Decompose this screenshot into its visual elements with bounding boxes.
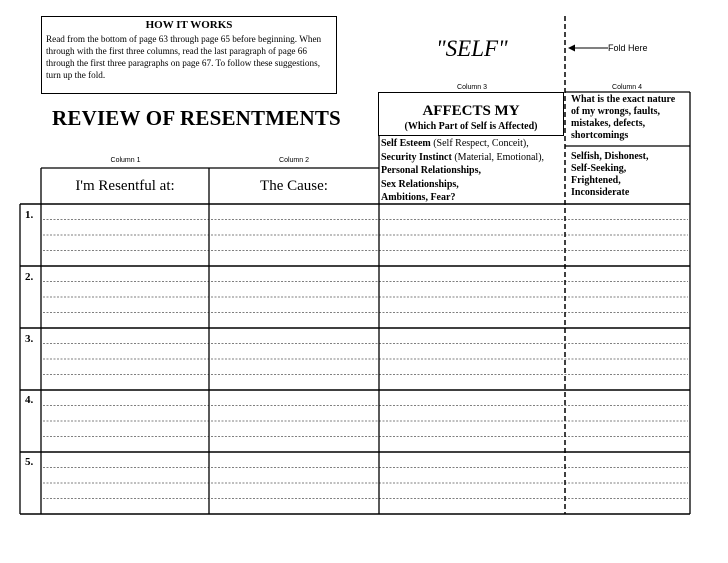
column-1-label: Column 1 [110, 157, 141, 164]
column-4-example: Frightened, [571, 175, 621, 186]
entry-cell-col2[interactable] [210, 205, 378, 265]
entry-cell-col2[interactable] [210, 453, 378, 513]
entry-cell-col4[interactable] [566, 453, 689, 513]
entry-cell-col4[interactable] [566, 329, 689, 389]
column-4-header-line: shortcomings [571, 130, 629, 141]
column-4-header-line: of my wrongs, faults, [571, 106, 660, 117]
row-number: 4. [25, 394, 34, 406]
entry-cell-col3[interactable] [380, 453, 564, 513]
column-4-header-line: What is the exact nature [571, 94, 676, 105]
entry-cell-col1[interactable] [42, 267, 208, 327]
column-3-item: Self Esteem (Self Respect, Conceit), [381, 138, 529, 149]
entry-cell-col2[interactable] [210, 329, 378, 389]
column-2-label: Column 2 [279, 157, 309, 164]
column-4-example: Self-Seeking, [571, 163, 627, 174]
column-3-header-subtitle: (Which Part of Self is Affected) [404, 121, 538, 132]
entry-cell-col2[interactable] [210, 391, 378, 451]
self-heading: "SELF" [436, 36, 508, 61]
entry-cell-col4[interactable] [566, 205, 689, 265]
entry-cell-col4[interactable] [566, 267, 689, 327]
entry-cell-col4[interactable] [566, 391, 689, 451]
entry-cell-col2[interactable] [210, 267, 378, 327]
page-title: REVIEW OF RESENTMENTS [52, 106, 341, 130]
column-4-label: Column 4 [612, 84, 642, 91]
column-3-item: Security Instinct (Material, Emotional), [381, 151, 545, 163]
entry-cell-col1[interactable] [42, 329, 208, 389]
row-number: 1. [25, 209, 34, 221]
row-number: 5. [25, 456, 34, 468]
fold-here-label: Fold Here [608, 43, 648, 53]
entry-cell-col1[interactable] [42, 453, 208, 513]
column-3-item: Sex Relationships, [381, 178, 459, 190]
column-3-item: Personal Relationships, [381, 165, 482, 176]
entry-cell-col3[interactable] [380, 267, 564, 327]
column-4-example: Inconsiderate [571, 187, 630, 198]
entry-cell-col1[interactable] [42, 391, 208, 451]
row-number: 3. [25, 333, 34, 345]
column-3-label: Column 3 [457, 84, 487, 91]
column-4-header-line: mistakes, defects, [571, 118, 646, 129]
row-number: 2. [25, 271, 34, 283]
entry-cell-col3[interactable] [380, 391, 564, 451]
entry-cell-col1[interactable] [42, 205, 208, 265]
how-it-works-title: HOW IT WORKS [145, 19, 233, 31]
column-4-example: Selfish, Dishonest, [571, 151, 649, 162]
entry-cell-col3[interactable] [380, 205, 564, 265]
entry-cell-col3[interactable] [380, 329, 564, 389]
column-3-item: Ambitions, Fear? [381, 192, 456, 203]
column-1-header: I'm Resentful at: [75, 178, 175, 194]
column-2-header: The Cause: [260, 178, 328, 194]
column-3-header-title: AFFECTS MY [422, 103, 520, 119]
how-it-works-text: Read from the bottom of page 63 through page 65 before beginning. When through with the first three columns, read the last paragraph of page 66 through the first three paragraphs on page 67. To follow these suggestions, turn up the fold. [46, 34, 322, 80]
